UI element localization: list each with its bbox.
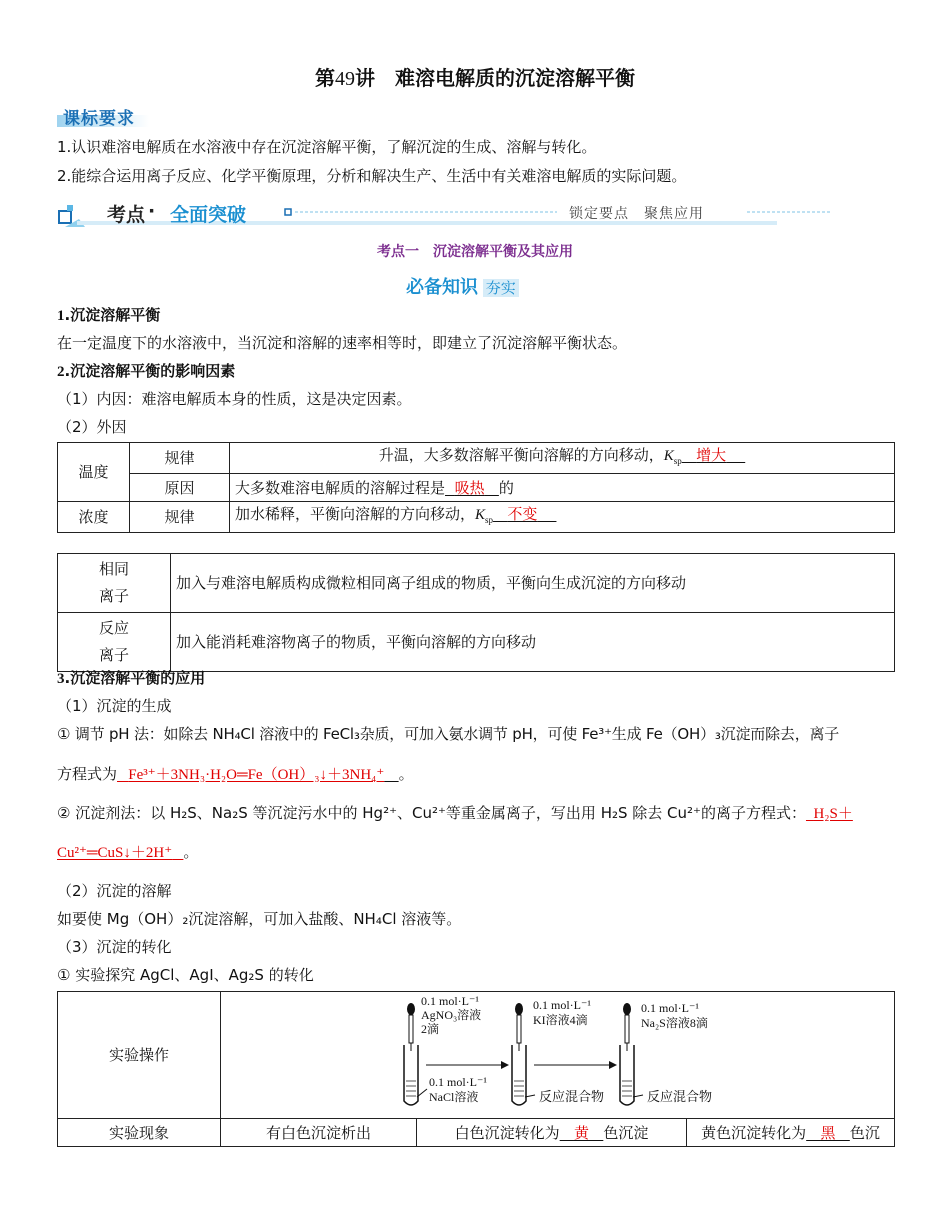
cell-wendu: 温度 (58, 443, 130, 502)
label-bottom-1 (429, 1075, 487, 1105)
c2-answer: 黄 (573, 1123, 589, 1142)
r3-answer: 不变 (507, 505, 538, 523)
kebiao-banner (57, 103, 149, 129)
sec3-p7: 如要使 Mg（OH）₂沉淀溶解，可加入盐酸、NH₄Cl 溶液等。 (57, 910, 462, 928)
same-ion-1: 相同 (98, 560, 129, 578)
p3-answer: Fe³⁺＋3NH₃·H₂O═Fe（OH）₃↓＋3NH₄⁺ (128, 767, 385, 783)
p5-answer: Cu²⁺═CuS↓＋2H⁺ (57, 845, 173, 861)
c3-end: 色沉 (849, 1123, 880, 1142)
b1a: 0.1 mol·L⁻¹ (429, 1074, 487, 1089)
react-ion-1: 反应 (98, 619, 129, 637)
cell-guilv2: 规律 (130, 502, 230, 533)
label-top-2 (533, 998, 591, 1028)
same-ion-2: 离子 (98, 587, 129, 605)
t3b: Na₂S溶液8滴 (641, 1015, 708, 1030)
cell-op-label: 实验操作 (58, 992, 221, 1119)
sec1-title: .沉淀溶解平衡 (64, 306, 161, 324)
experiment-figure (221, 993, 893, 1118)
title-suffix: 讲 难溶电解质的沉淀溶解平衡 (355, 66, 635, 90)
sec2-p1: （1）内因：难溶电解质本身的性质，这是决定因素。 (57, 390, 412, 408)
c3-answer: 黑 (820, 1123, 836, 1142)
dropper-2 (515, 1003, 523, 1051)
sec3-p3 (57, 764, 414, 785)
b1b: NaCl溶液 (429, 1089, 479, 1104)
r2-answer: 吸热 (454, 478, 485, 497)
c2-pre: 白色沉淀转化为 (454, 1123, 560, 1142)
arrow-2 (534, 1061, 617, 1069)
factor-table-1 (57, 442, 895, 533)
label-bottom-3: 反应混合物 (647, 1089, 713, 1105)
cell-yuanyin: 原因 (130, 474, 230, 502)
sec2-heading (57, 361, 235, 382)
bibei-tag: 夯实 (483, 279, 519, 297)
cell-react-ion (58, 613, 171, 672)
kaodian-dot: · (148, 200, 156, 222)
r1-answer: 增大 (696, 446, 727, 464)
cell-obs-3 (687, 1119, 895, 1147)
sec3-num: 3 (57, 671, 65, 687)
cell-op-figure (221, 992, 895, 1119)
p4-text: ② 沉淀剂法：以 H₂S、Na₂S 等沉淀污水中的 Hg²⁺、Cu²⁺等重金属离子，写出用 H₂S 除去 Cu²⁺的离子方程式： (57, 804, 806, 822)
c3-pre: 黄色沉淀转化为 (701, 1123, 807, 1142)
react-ion-2: 离子 (98, 646, 129, 664)
label-top-3 (641, 1001, 708, 1031)
test-tube-2 (512, 1045, 526, 1105)
cell-nongdu: 浓度 (58, 502, 130, 533)
kaodian-banner (57, 197, 837, 231)
t2b: KI溶液4滴 (533, 1012, 588, 1027)
c2-end: 色沉淀 (603, 1123, 649, 1142)
r1-text: 升温，大多数溶解平衡向溶解的方向移动， (378, 446, 664, 464)
bibei-label: 必备知识 (406, 277, 478, 298)
sec3-p9: ① 实验探究 AgCl、AgI、Ag₂S 的转化 (57, 966, 314, 984)
cell-react-ion-text: 加入能消耗难溶物离子的物质，平衡向溶解的方向移动 (171, 613, 895, 672)
sec3-title: .沉淀溶解平衡的应用 (64, 669, 206, 687)
kebiao-item-2: 2.能综合运用离子反应、化学平衡原理，分析和解决生产、生活中有关难溶电解质的实际问题。 (57, 167, 687, 185)
t1c: 2滴 (421, 1021, 440, 1036)
sec3-p2: ① 调节 pH 法：如除去 NH₄Cl 溶液中的 FeCl₃杂质，可加入氨水调节 pH，可使 Fe³⁺生成 Fe（OH）₃沉淀而除去，离子 (57, 725, 840, 743)
cell-guilv: 规律 (130, 443, 230, 474)
cell-obs-label: 实验现象 (58, 1119, 221, 1147)
ksp-sub-2: sp (485, 515, 494, 525)
page-title (0, 62, 950, 91)
sec3-p1: （1）沉淀的生成 (57, 697, 172, 715)
kebiao-item-1: 1.认识难溶电解质在水溶液中存在沉淀溶解平衡，了解沉淀的生成、溶解与转化。 (57, 138, 597, 156)
sec2-p2: （2）外因 (57, 418, 127, 436)
cell-r3 (230, 502, 895, 533)
t1a: 0.1 mol·L⁻¹ (421, 993, 479, 1008)
label-top-1 (421, 994, 481, 1036)
sec3-p6: （2）沉淀的溶解 (57, 882, 172, 900)
t3a: 0.1 mol·L⁻¹ (641, 1000, 699, 1015)
kaodian-right-text: 锁定要点 聚焦应用 (569, 206, 704, 222)
r3-text: 加水稀释，平衡向溶解的方向移动， (235, 505, 476, 523)
p4-answer: H₂S＋ (813, 806, 853, 822)
r2-end: 的 (498, 478, 514, 497)
sec3-p8: （3）沉淀的转化 (57, 938, 172, 956)
sec3-p5 (57, 842, 198, 863)
title-num: 49 (335, 68, 355, 90)
r2-text: 大多数难溶电解质的溶解过程是 (235, 478, 446, 497)
factor-table-2 (57, 553, 895, 672)
title-prefix: 第 (315, 66, 335, 90)
kaodian1-title: 考点一 沉淀溶解平衡及其应用 (377, 244, 573, 260)
arrow-1 (426, 1061, 509, 1069)
experiment-table (57, 991, 895, 1147)
sec3-p4 (57, 803, 853, 824)
sec1-text: 在一定温度下的水溶液中，当沉淀和溶解的速率相等时，即建立了沉淀溶解平衡状态。 (57, 334, 628, 352)
dropper-1 (407, 1003, 415, 1051)
ksp-k-2: K (475, 507, 486, 523)
sec2-title: .沉淀溶解平衡的影响因素 (64, 362, 236, 380)
p5-end: 。 (183, 843, 199, 861)
kaodian-label-b: 全面突破 (170, 204, 247, 226)
bibei-heading (406, 273, 519, 299)
cell-r2 (230, 474, 895, 502)
cell-obs-2 (417, 1119, 687, 1147)
sec2-num: 2 (57, 364, 65, 380)
ksp-sub: sp (673, 456, 682, 466)
cell-same-ion (58, 554, 171, 613)
cell-r1 (230, 443, 895, 474)
dropper-3 (623, 1003, 631, 1051)
sec3-heading (57, 668, 205, 689)
label-bottom-2: 反应混合物 (539, 1089, 605, 1105)
test-tube-3 (620, 1045, 634, 1105)
ksp-k: K (663, 448, 674, 464)
t2a: 0.1 mol·L⁻¹ (533, 997, 591, 1012)
t1b: AgNO₃溶液 (421, 1007, 482, 1022)
kebiao-label: 课标要求 (63, 109, 135, 129)
sec1-num: 1 (57, 308, 65, 324)
cell-obs-1: 有白色沉淀析出 (221, 1119, 417, 1147)
cell-same-ion-text: 加入与难溶电解质构成微粒相同离子组成的物质，平衡向生成沉淀的方向移动 (171, 554, 895, 613)
kaodian-label-a: 考点 (107, 204, 146, 226)
sec1-heading (57, 305, 160, 326)
p3-pre: 方程式为 (57, 765, 118, 783)
test-tube-1 (404, 1045, 418, 1105)
p3-end: 。 (398, 765, 414, 783)
